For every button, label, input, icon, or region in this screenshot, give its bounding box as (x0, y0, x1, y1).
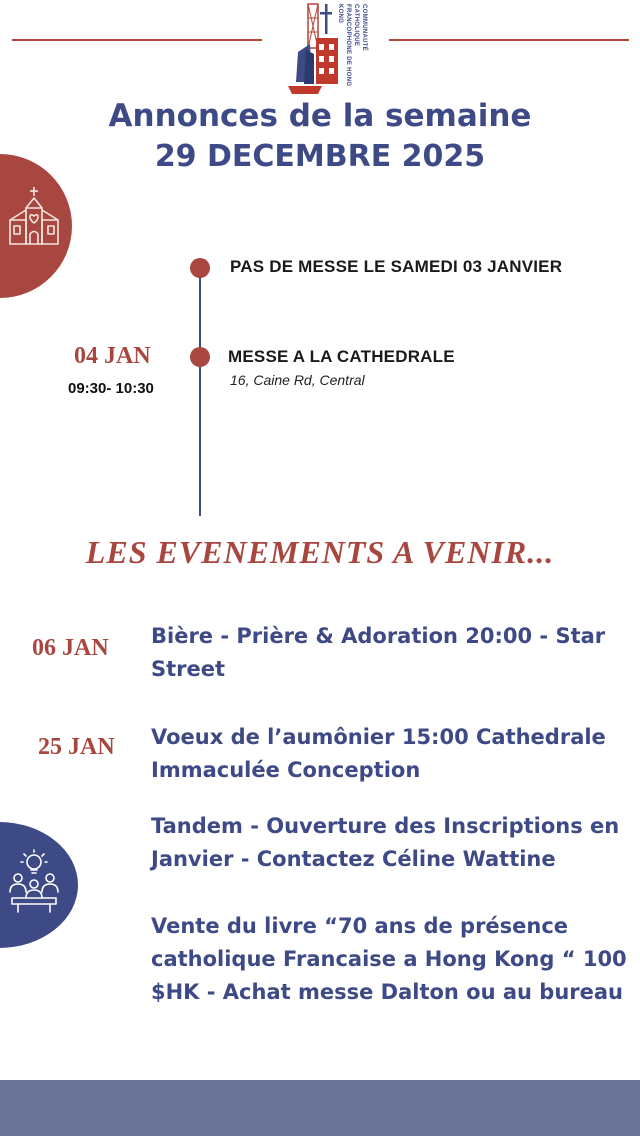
timeline-line (199, 268, 201, 516)
logo-caption: COMMUNAUTÉ CATHOLIQUE FRANCOPHONE DE HONG KONG (337, 4, 367, 87)
upcoming-item: Tandem - Ouverture des Inscriptions en Janvier - Contactez Céline Wattine (151, 814, 620, 871)
timeline-event-title: MESSE A LA CATHEDRALE (228, 347, 455, 366)
page-title: Annonces de la semaine (108, 98, 532, 134)
church-icon (6, 186, 62, 246)
page-date: 29 DECEMBRE 2025 (154, 139, 486, 174)
timeline-event-date: 04 JAN (74, 343, 151, 369)
upcoming-date: 06 JAN (32, 635, 109, 661)
upcoming-item: Bière - Prière & Adoration 20:00 - Star Street (151, 624, 606, 681)
timeline-event-address: 16, Caine Rd, Central (230, 372, 365, 388)
header-divider-right (389, 39, 629, 41)
footer-band (0, 1080, 640, 1136)
upcoming-heading: LES EVENEMENTS A VENIR... (85, 534, 555, 570)
upcoming-item: Vente du livre “70 ans de présence catholique Francaise a Hong Kong “ 100 $HK - Achat messe Dalton ou au bureau (151, 914, 627, 1004)
upcoming-date: 25 JAN (38, 734, 115, 760)
community-idea-icon (4, 848, 64, 914)
timeline-event-time: 09:30- 10:30 (68, 380, 154, 397)
header-divider-left (12, 39, 262, 41)
timeline-dot (190, 347, 210, 367)
timeline-dot (190, 258, 210, 278)
timeline-event-title: PAS DE MESSE LE SAMEDI 03 JANVIER (230, 257, 563, 276)
upcoming-item: Voeux de l’aumônier 15:00 Cathedrale Immaculée Conception (151, 725, 606, 782)
